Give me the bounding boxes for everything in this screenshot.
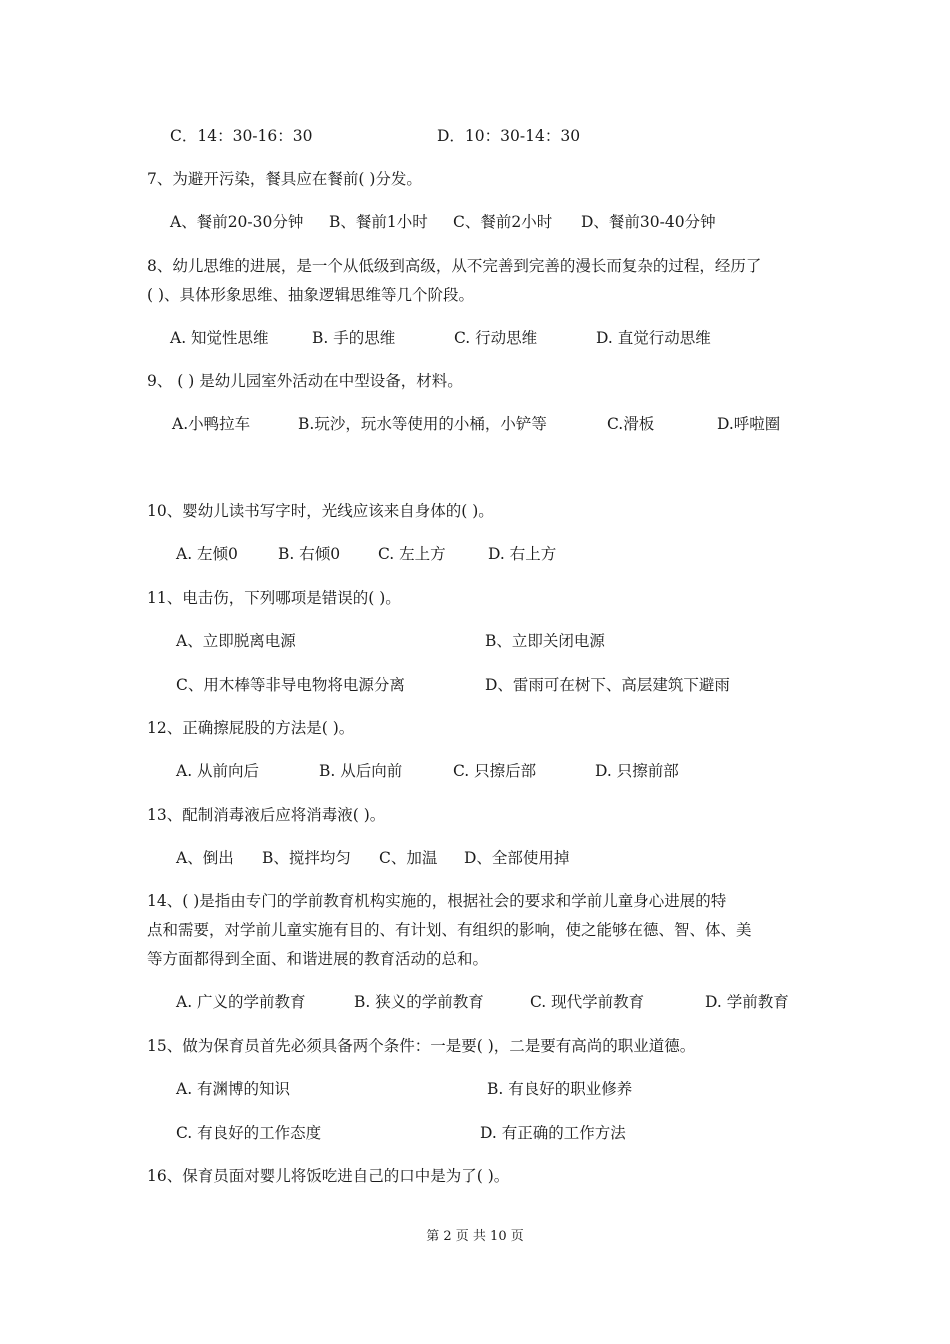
q12-option-c: C. 只擦后部 [453,762,537,780]
q8-stem-line-2: ( )、具体形象思维、抽象逻辑思维等几个阶段。 [147,286,475,304]
q9-option-d: D.呼啦圈 [717,415,781,433]
q14-stem-line-3: 等方面都得到全面、和谐进展的教育活动的总和。 [147,950,489,968]
q11-option-c: C、用木棒等非导电物将电源分离 [176,676,405,694]
q14-option-d: D. 学前教育 [705,993,789,1011]
q8-option-b: B. 手的思维 [312,329,396,347]
q13-option-b: B、搅拌均匀 [262,849,351,867]
q13-option-a: A、倒出 [176,849,234,867]
q11-option-d: D、雷雨可在树下、高层建筑下避雨 [485,676,730,694]
q9-stem: 9、 ( ) 是幼儿园室外活动在中型设备，材料。 [147,372,463,390]
q10-stem: 10、婴幼儿读书写字时，光线应该来自身体的( )。 [147,502,494,520]
q8-stem-line-1: 8、幼儿思维的进展，是一个从低级到高级，从不完善到完善的漫长而复杂的过程，经历了 [147,257,762,275]
q14-stem-line-1: 14、( )是指由专门的学前教育机构实施的，根据社会的要求和学前儿童身心进展的特 [147,892,727,910]
q11-option-b: B、立即关闭电源 [485,632,605,650]
q13-option-d: D、全部使用掉 [464,849,570,867]
q13-stem: 13、配制消毒液后应将消毒液( )。 [147,806,386,824]
q15-option-d: D. 有正确的工作方法 [480,1124,626,1142]
q11-stem: 11、电击伤，下列哪项是错误的( )。 [147,589,401,607]
q8-option-d: D. 直觉行动思维 [596,329,711,347]
q8-option-c: C. 行动思维 [454,329,538,347]
q12-option-b: B. 从后向前 [319,762,403,780]
q11-option-a: A、立即脱离电源 [176,632,296,650]
q14-option-a: A. 广义的学前教育 [176,993,306,1011]
q15-option-c: C. 有良好的工作态度 [176,1124,322,1142]
q7-stem: 7、为避开污染，餐具应在餐前( )分发。 [147,170,422,188]
q9-option-a: A.小鸭拉车 [172,415,251,433]
q6-option-d: D．10：30-14：30 [437,127,581,145]
q10-option-a: A. 左倾0 [176,545,238,563]
q16-stem: 16、保育员面对婴儿将饭吃进自己的口中是为了( )。 [147,1167,510,1185]
q10-option-d: D. 右上方 [488,545,557,563]
q15-stem: 15、做为保育员首先必须具备两个条件：一是要( )，二是要有高尚的职业道德。 [147,1037,696,1055]
q9-option-b: B.玩沙，玩水等使用的小桶，小铲等 [298,415,547,433]
q13-option-c: C、加温 [379,849,438,867]
q10-option-c: C. 左上方 [378,545,446,563]
q14-option-b: B. 狭义的学前教育 [354,993,484,1011]
q6-option-c: C．14：30-16：30 [170,127,313,145]
q9-option-c: C.滑板 [607,415,655,433]
q7-option-a: A、餐前20-30分钟 [170,213,304,231]
q15-option-a: A. 有渊博的知识 [176,1080,291,1098]
q14-option-c: C. 现代学前教育 [530,993,645,1011]
q14-stem-line-2: 点和需要，对学前儿童实施有目的、有计划、有组织的影响，使之能够在德、智、体、美 [147,921,752,939]
page-footer: 第 2 页 共 10 页 [426,1229,524,1244]
q7-option-d: D、餐前30-40分钟 [581,213,716,231]
q12-option-a: A. 从前向后 [176,762,260,780]
q12-stem: 12、正确擦屁股的方法是( )。 [147,719,355,737]
q15-option-b: B. 有良好的职业修养 [487,1080,633,1098]
q8-option-a: A. 知觉性思维 [170,329,269,347]
q7-option-b: B、餐前1小时 [329,213,428,231]
q7-option-c: C、餐前2小时 [453,213,553,231]
q12-option-d: D. 只擦前部 [595,762,679,780]
q10-option-b: B. 右倾0 [278,545,341,563]
